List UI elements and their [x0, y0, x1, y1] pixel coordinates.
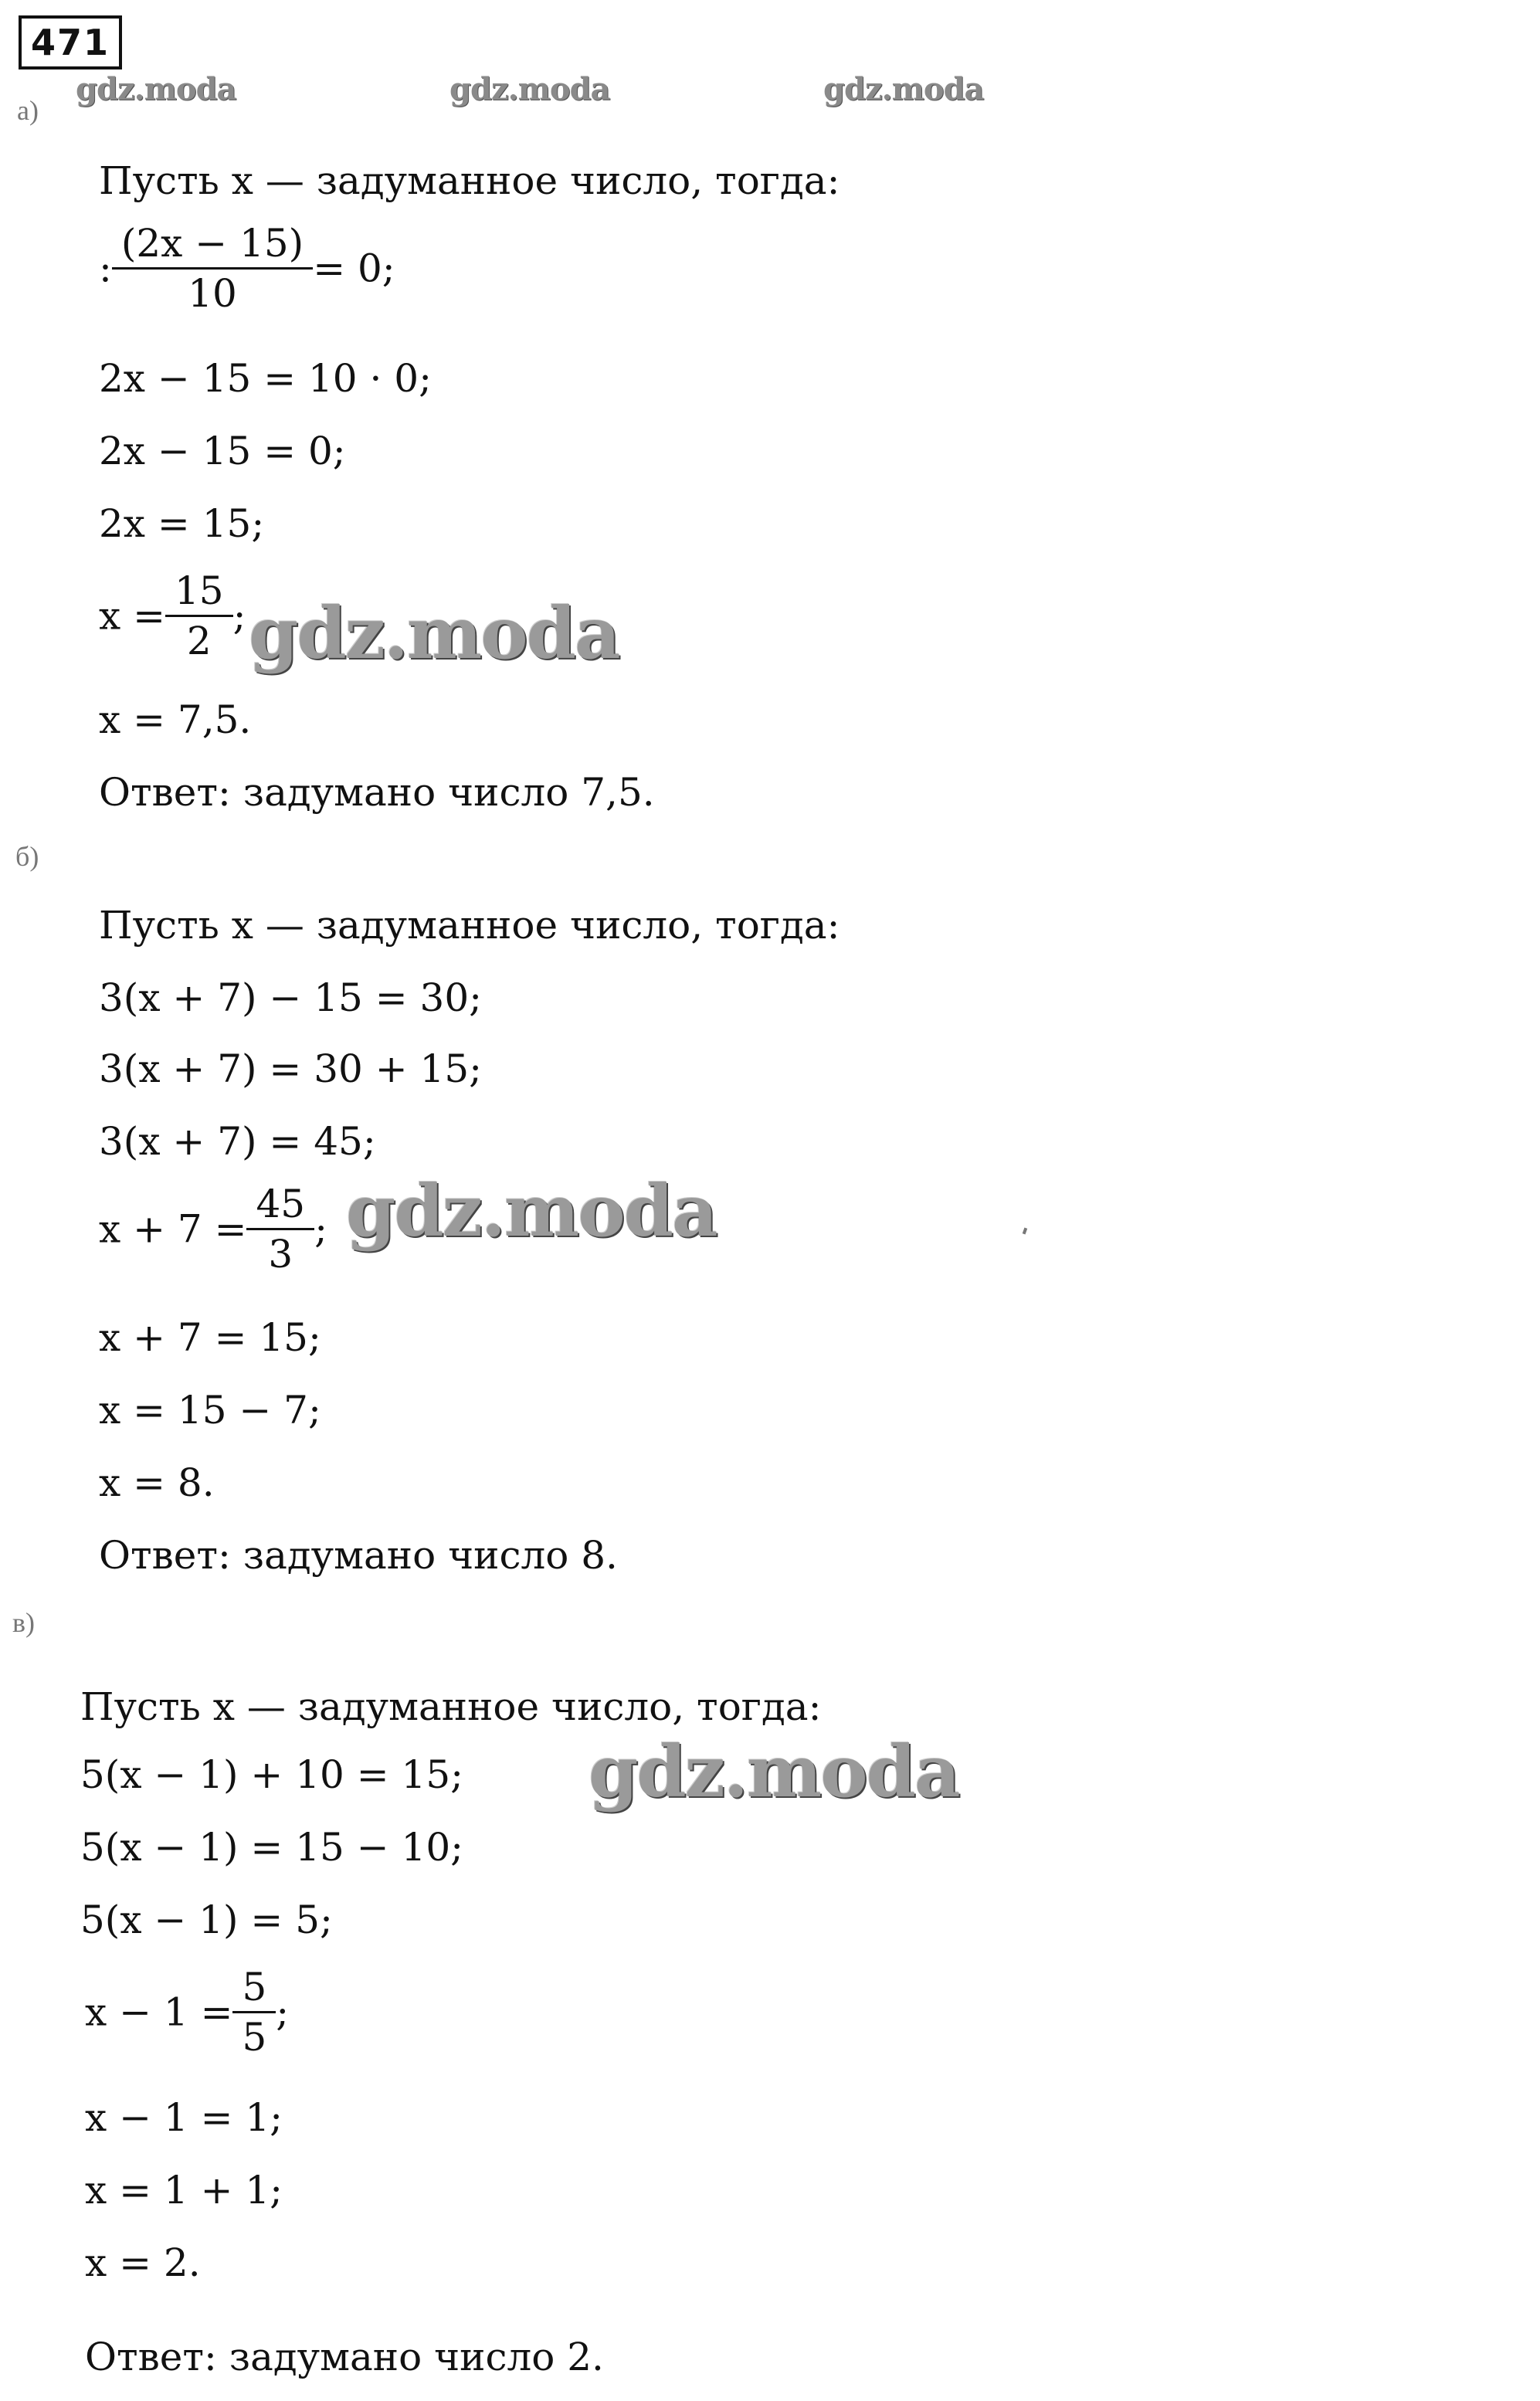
part-b-line-6: x = 15 − 7; [99, 1388, 321, 1433]
part-label-b: б) [15, 841, 39, 872]
part-label-a: а) [17, 95, 39, 126]
watermark-small-3: gdz.moda [823, 71, 984, 107]
part-a-line-4: 2x = 15; [99, 501, 265, 546]
part-label-c: в) [12, 1607, 35, 1638]
part-c-answer: Ответ: задумано число 2. [85, 2335, 604, 2379]
scan-speck [1023, 1228, 1027, 1235]
part-b-answer: Ответ: задумано число 8. [99, 1533, 618, 1578]
watermark-big-3: gdz.moda [589, 1730, 959, 1813]
part-b-intro: Пусть x — задуманное число, тогда: [99, 903, 840, 948]
watermark-small-2: gdz.moda [449, 71, 610, 107]
watermark-small-1: gdz.moda [76, 71, 236, 107]
fraction: $\frac{15}{2}$ [170, 570, 229, 662]
fraction: $\frac{45}{3}$ [251, 1183, 310, 1275]
part-a-answer: Ответ: задумано число 7,5. [99, 770, 655, 815]
part-a-intro: Пусть x — задуманное число, тогда: [99, 158, 840, 203]
part-c-line-1: 5(x − 1) + 10 = 15; [80, 1752, 463, 1797]
part-c-line-2: 5(x − 1) = 15 − 10; [80, 1825, 463, 1870]
part-a-line-1: : $\frac{(2x - 15)}{10}$ = 0; [99, 221, 395, 316]
watermark-big-1: gdz.moda [249, 592, 619, 675]
problem-number-box [19, 15, 122, 70]
part-a-line-6: x = 7,5. [99, 697, 252, 742]
part-c-intro: Пусть x — задуманное число, тогда: [80, 1684, 822, 1729]
part-b-line-5: x + 7 = 15; [99, 1315, 321, 1360]
part-b-line-3: 3(x + 7) = 45; [99, 1119, 376, 1164]
part-b-line-4: x + 7 = $\frac{45}{3}$ ; [99, 1182, 327, 1277]
part-a-line-5: x = $\frac{15}{2}$ ; [99, 568, 246, 663]
part-c-line-4: x − 1 = $\frac{5}{5}$ ; [85, 1965, 290, 2060]
part-c-line-3: 5(x − 1) = 5; [80, 1897, 333, 1942]
part-c-line-5: x − 1 = 1; [85, 2095, 283, 2140]
fraction: $\frac{5}{5}$ [237, 1966, 271, 2058]
fraction: $\frac{(2x - 15)}{10}$ [117, 222, 308, 314]
part-b-line-2: 3(x + 7) = 30 + 15; [99, 1046, 482, 1091]
part-b-line-1: 3(x + 7) − 15 = 30; [99, 975, 482, 1020]
watermark-big-2: gdz.moda [346, 1169, 717, 1253]
part-c-line-7: x = 2. [85, 2240, 201, 2285]
part-c-line-6: x = 1 + 1; [85, 2168, 283, 2213]
part-a-line-3: 2x − 15 = 0; [99, 429, 346, 473]
part-b-line-7: x = 8. [99, 1460, 215, 1505]
problem-number: 471 [31, 22, 110, 63]
part-a-line-2: 2x − 15 = 10 · 0; [99, 356, 432, 401]
